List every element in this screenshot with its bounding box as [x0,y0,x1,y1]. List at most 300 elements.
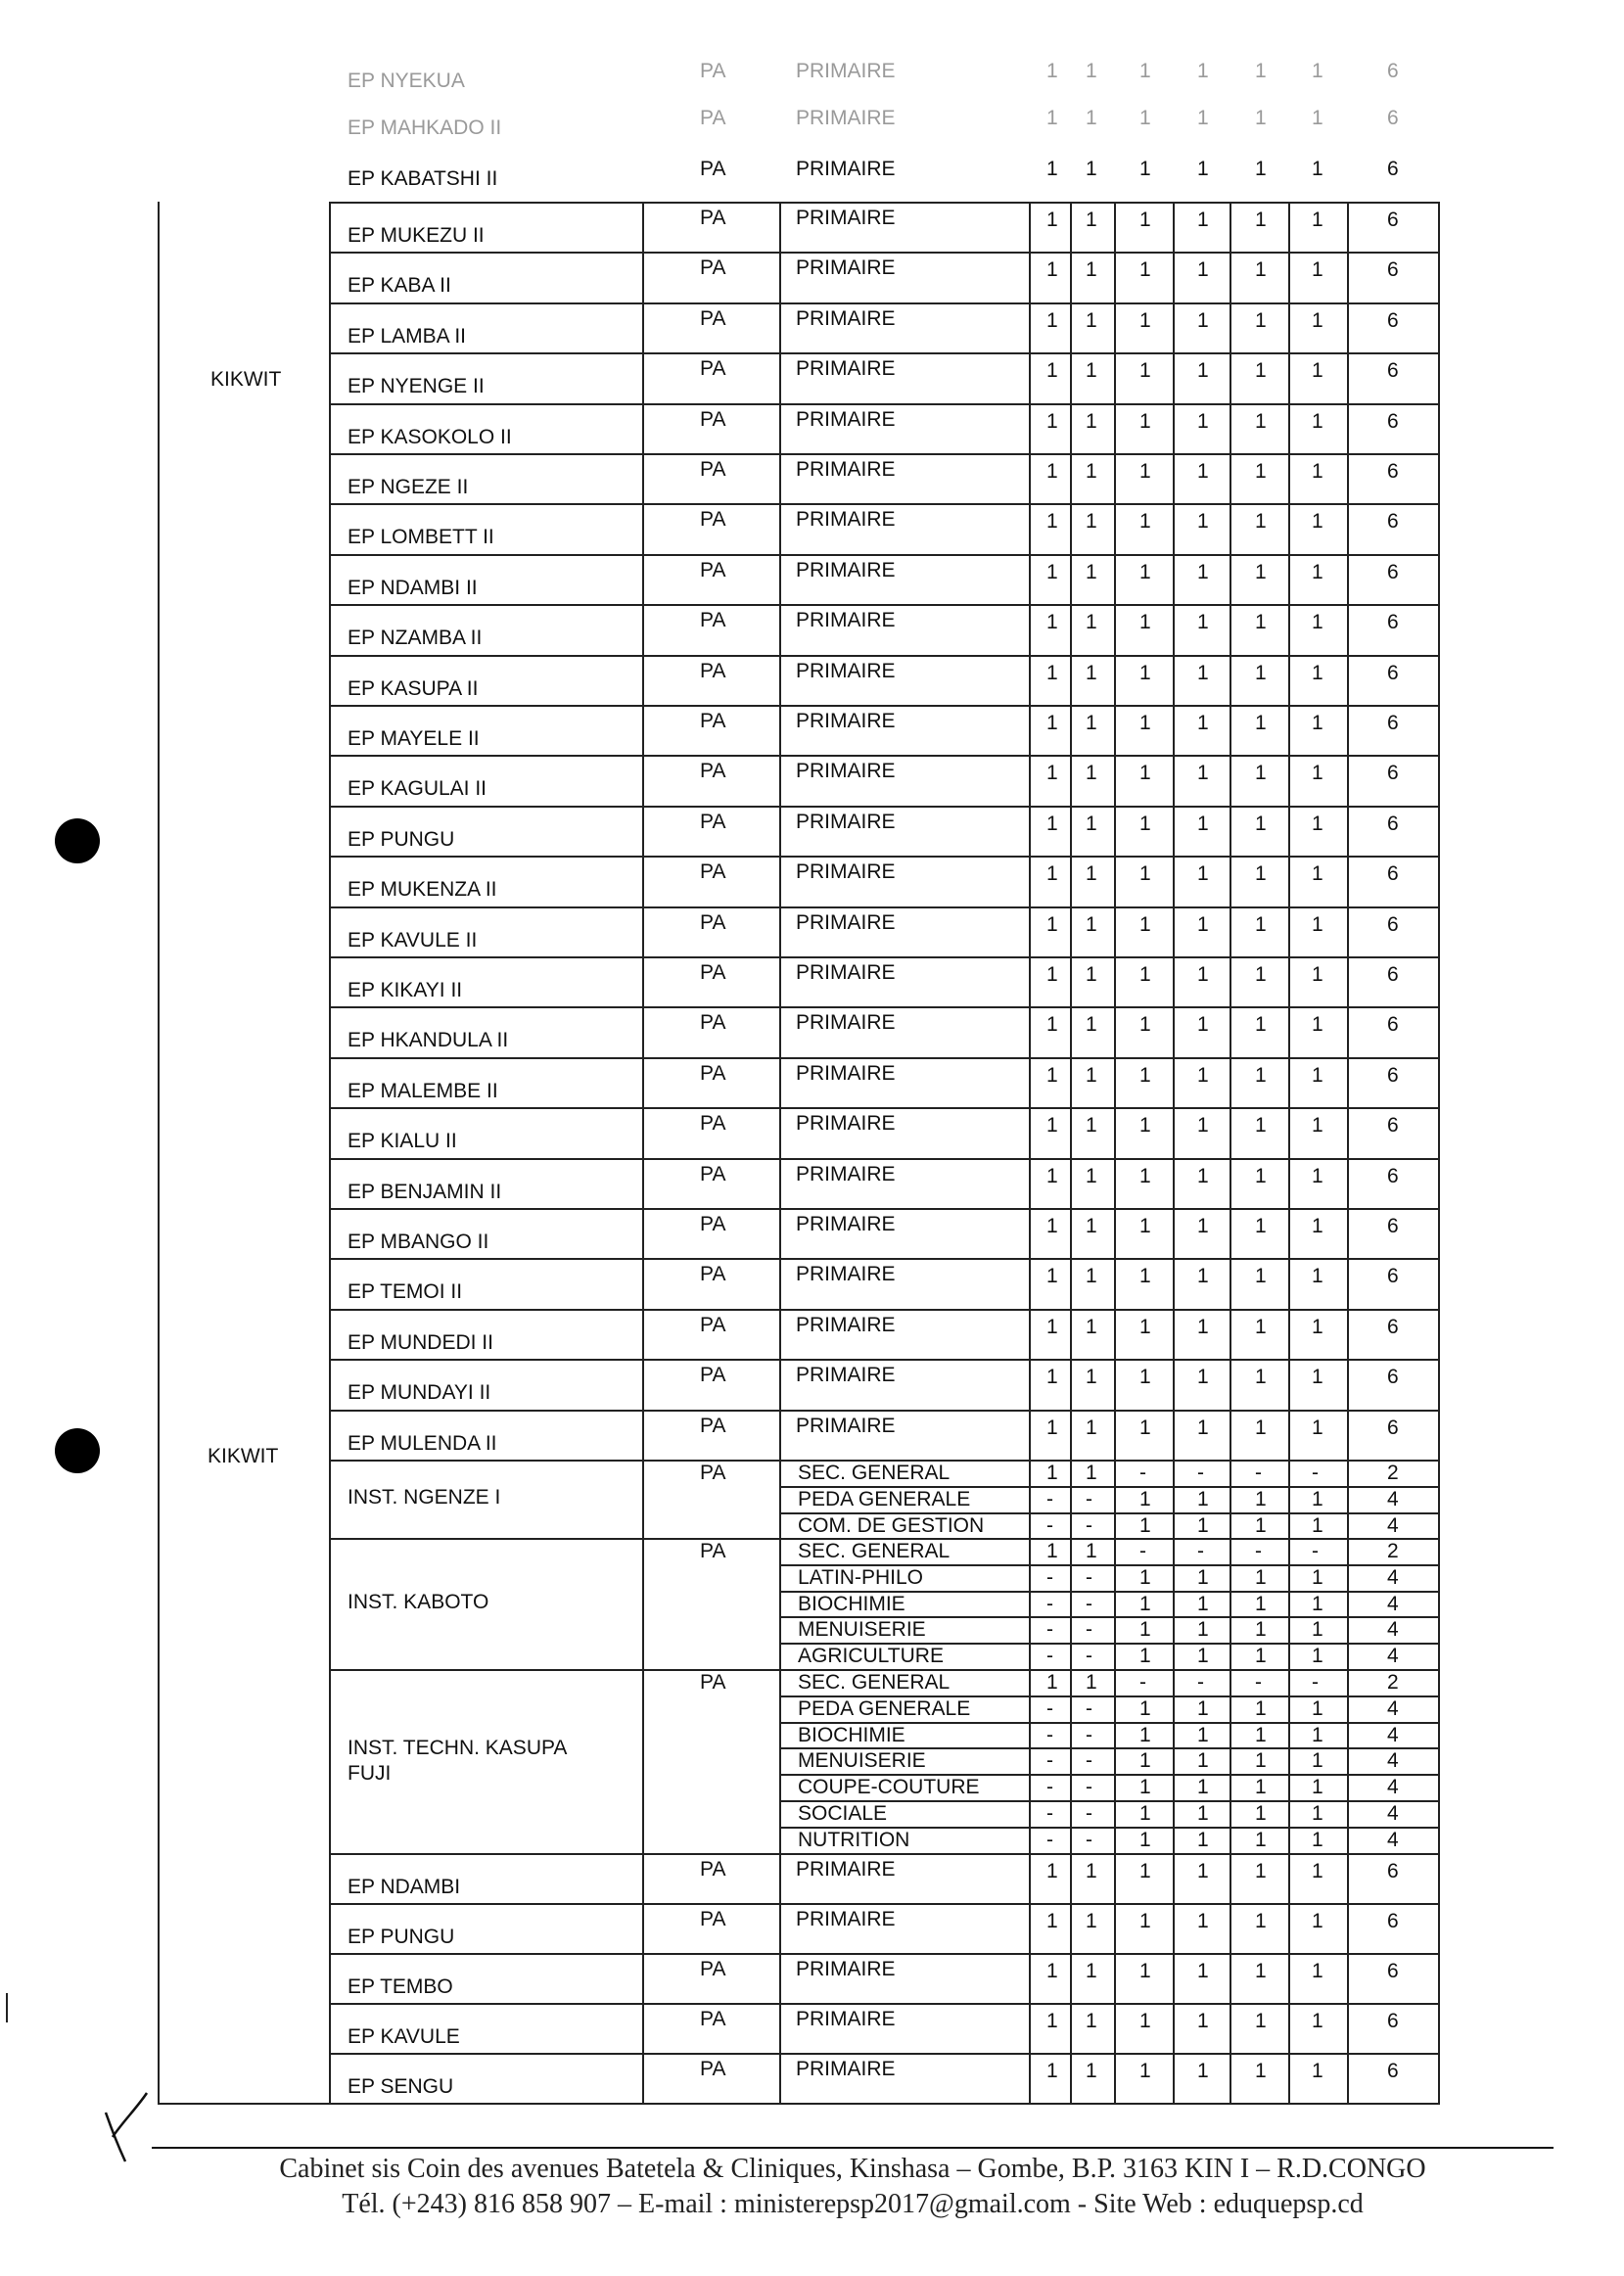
regime-code: PA [700,307,726,330]
class-count: 1 [1139,963,1151,986]
class-count: 1 [1312,359,1323,382]
row-divider [329,302,1438,304]
class-count: 1 [1086,2060,1097,2082]
class-count: 1 [1046,1165,1058,1187]
section-name: PRIMAIRE [796,559,896,581]
faded-class-count: 1 [1255,60,1267,82]
section-name: PRIMAIRE [796,256,896,279]
class-count: 1 [1312,460,1323,483]
row-total: 2 [1387,1540,1399,1562]
class-count: - [1255,1671,1262,1694]
section-name: PRIMAIRE [796,508,896,531]
class-count: 1 [1046,1910,1058,1932]
class-count: - [1086,1593,1092,1615]
row-total: 6 [1387,1165,1399,1187]
row-total: 6 [1387,209,1399,231]
class-count: - [1197,1540,1204,1562]
class-count: 1 [1312,1860,1323,1882]
class-count: 1 [1255,2010,1267,2032]
class-count: 1 [1086,813,1097,835]
section-name: PRIMAIRE [796,860,896,883]
class-count: - [1086,1749,1092,1772]
class-count: 1 [1197,1697,1209,1720]
class-count: 1 [1197,1645,1209,1667]
class-count: 1 [1139,1514,1151,1537]
class-count: 1 [1086,1064,1097,1087]
class-count: - [1312,1540,1319,1562]
class-count: 1 [1312,1645,1323,1667]
class-count: 1 [1086,2010,1097,2032]
class-count: 1 [1046,2060,1058,2082]
class-count: - [1046,1749,1053,1772]
class-count: 1 [1139,862,1151,885]
row-total: 6 [1387,2010,1399,2032]
school-name: EP TEMOI II [348,1280,463,1303]
regime-code: PA [700,710,726,732]
class-count: 1 [1197,1114,1209,1137]
class-count: 1 [1312,1488,1323,1510]
school-name: EP HKANDULA II [348,1029,509,1051]
row-total: 2 [1387,1462,1399,1484]
row-total: 4 [1387,1697,1399,1720]
faded-class-count: 1 [1046,158,1058,180]
class-count: - [1046,1697,1053,1720]
class-count: 1 [1255,1829,1267,1851]
class-count: 1 [1197,913,1209,936]
class-count: 1 [1312,611,1323,633]
class-count: 1 [1139,662,1151,684]
row-total: 4 [1387,1776,1399,1798]
section-name: PRIMAIRE [796,911,896,934]
row-divider [329,1258,1438,1260]
class-count: 1 [1139,913,1151,936]
regime-code: PA [700,911,726,934]
row-divider [329,705,1438,707]
class-count: - [1312,1462,1319,1484]
class-count: 1 [1197,1265,1209,1287]
row-total: 2 [1387,1671,1399,1694]
class-count: - [1255,1462,1262,1484]
row-divider [329,453,1438,455]
row-total: 6 [1387,1860,1399,1882]
class-count: 1 [1255,1860,1267,1882]
class-count: - [1086,1802,1092,1825]
city-name: KIKWIT [210,368,282,391]
class-count: 1 [1197,762,1209,784]
class-count: 1 [1046,1417,1058,1439]
row-total: 6 [1387,762,1399,784]
class-count: 1 [1197,1802,1209,1825]
class-count: 1 [1197,561,1209,583]
footer-address: Cabinet sis Coin des avenues Batetela & Cliniques, Kinshasa – Gombe, B.P. 3163 KIN I – R.D.CONGO [279,2154,1426,2184]
column-divider [1173,202,1175,2105]
row-total: 6 [1387,510,1399,533]
class-count: 1 [1139,309,1151,332]
class-count: 1 [1046,1316,1058,1338]
row-divider [329,1359,1438,1361]
class-count: 1 [1197,1488,1209,1510]
regime-code: PA [700,1213,726,1235]
school-name: EP MULENDA II [348,1432,497,1455]
school-name: INST. KABOTO [348,1591,489,1613]
class-count: 1 [1197,1618,1209,1641]
class-count: 1 [1086,1960,1097,1982]
faded-class-count: 1 [1255,107,1267,129]
section-name: PRIMAIRE [796,2008,896,2030]
row-total: 6 [1387,662,1399,684]
class-count: 1 [1255,2060,1267,2082]
class-count: 1 [1086,963,1097,986]
class-count: 1 [1312,963,1323,986]
section-name: PRIMAIRE [796,1263,896,1285]
class-count: 1 [1139,762,1151,784]
class-count: - [1086,1645,1092,1667]
column-divider [1288,202,1290,2105]
regime-code: PA [700,1671,726,1694]
class-count: 1 [1255,1114,1267,1137]
row-divider [329,503,1438,505]
regime-code: PA [700,2058,726,2080]
class-count: 1 [1139,209,1151,231]
binder-hole-bottom [55,1428,100,1473]
faded-class-count: 1 [1197,107,1209,129]
class-count: 1 [1255,813,1267,835]
class-count: 1 [1046,561,1058,583]
class-count: - [1139,1671,1146,1694]
class-count: 1 [1312,1417,1323,1439]
class-count: 1 [1197,359,1209,382]
class-count: 1 [1139,1593,1151,1615]
column-divider [329,202,331,2105]
row-total: 6 [1387,1114,1399,1137]
section-name: PRIMAIRE [796,811,896,833]
regime-code: PA [700,1314,726,1336]
class-count: 1 [1255,963,1267,986]
regime-code: PA [700,811,726,833]
class-count: 1 [1139,1165,1151,1187]
class-count: 1 [1255,1514,1267,1537]
class-count: 1 [1139,2010,1151,2032]
regime-code: PA [700,508,726,531]
regime-code: PA [700,1462,726,1484]
school-name: EP KIKAYI II [348,979,463,1001]
class-count: - [1046,1488,1053,1510]
section-name: PRIMAIRE [796,2058,896,2080]
class-count: 1 [1139,1802,1151,1825]
city-name: KIKWIT [208,1445,279,1467]
class-count: 1 [1255,1488,1267,1510]
column-divider [1438,202,1440,2105]
row-total: 6 [1387,2060,1399,2082]
row-divider [329,1953,1438,1955]
class-count: 1 [1197,410,1209,433]
row-total: 6 [1387,309,1399,332]
class-count: 1 [1139,1910,1151,1932]
class-count: 1 [1197,2010,1209,2032]
faded-class-count: 1 [1312,60,1323,82]
class-count: 1 [1046,1114,1058,1137]
regime-code: PA [700,860,726,883]
school-name: EP KABA II [348,274,451,297]
class-count: 1 [1046,1064,1058,1087]
class-count: 1 [1086,1540,1097,1562]
class-count: 1 [1255,209,1267,231]
class-count: 1 [1139,1366,1151,1388]
class-count: 1 [1255,510,1267,533]
class-count: 1 [1255,1265,1267,1287]
class-count: 1 [1312,1724,1323,1746]
section-name: SOCIALE [798,1802,888,1825]
class-count: 1 [1086,762,1097,784]
class-count: 1 [1197,1724,1209,1746]
section-name: MENUISERIE [798,1749,926,1772]
faded-class-count: 1 [1086,158,1097,180]
section-name: PRIMAIRE [796,760,896,782]
class-count: 1 [1139,1697,1151,1720]
class-count: 1 [1312,2010,1323,2032]
faded-section: PRIMAIRE [796,60,896,82]
class-count: 1 [1255,1960,1267,1982]
class-count: 1 [1312,1316,1323,1338]
school-name: EP KAVULE [348,2025,460,2048]
faded-class-count: 1 [1255,158,1267,180]
class-count: 1 [1139,1488,1151,1510]
class-count: 1 [1312,712,1323,734]
regime-code: PA [700,1858,726,1881]
school-name: EP MUKENZA II [348,878,497,901]
class-count: 1 [1312,1265,1323,1287]
class-count: 1 [1197,1366,1209,1388]
class-count: 1 [1255,359,1267,382]
class-count: 1 [1046,1671,1058,1694]
class-count: 1 [1139,258,1151,281]
class-count: - [1086,1724,1092,1746]
class-count: 1 [1139,460,1151,483]
column-divider [1230,202,1231,2105]
class-count: 1 [1046,1013,1058,1036]
class-count: 1 [1197,510,1209,533]
section-name: PRIMAIRE [796,1908,896,1930]
class-count: 1 [1086,913,1097,936]
section-name: PRIMAIRE [796,1112,896,1135]
row-divider [329,604,1438,606]
row-total: 4 [1387,1749,1399,1772]
class-count: 1 [1046,913,1058,936]
section-name: PRIMAIRE [796,1314,896,1336]
class-count: 1 [1255,1724,1267,1746]
regime-code: PA [700,458,726,481]
section-name: PRIMAIRE [796,307,896,330]
class-count: 1 [1086,611,1097,633]
row-divider [329,252,1438,254]
regime-code: PA [700,1415,726,1437]
class-count: 1 [1046,1462,1058,1484]
regime-code: PA [700,961,726,984]
class-count: 1 [1312,662,1323,684]
class-count: 1 [1255,1165,1267,1187]
row-total: 4 [1387,1593,1399,1615]
row-total: 6 [1387,913,1399,936]
class-count: 1 [1255,460,1267,483]
regime-code: PA [700,760,726,782]
class-count: 1 [1197,813,1209,835]
section-name: PRIMAIRE [796,458,896,481]
class-count: 1 [1312,1566,1323,1589]
class-count: - [1046,1645,1053,1667]
school-name: EP NZAMBA II [348,627,483,649]
class-count: 1 [1255,1802,1267,1825]
class-count: 1 [1086,410,1097,433]
class-count: 1 [1139,1114,1151,1137]
class-count: 1 [1139,1064,1151,1087]
faded-section: PRIMAIRE [796,158,896,180]
class-count: 1 [1312,1910,1323,1932]
row-total: 4 [1387,1514,1399,1537]
class-count: 1 [1197,1776,1209,1798]
school-name: EP NGEZE II [348,476,469,498]
school-name: EP LAMBA II [348,325,467,348]
column-divider [1029,202,1031,2105]
faded-class-count: 1 [1139,60,1151,82]
class-count: 1 [1046,1860,1058,1882]
class-count: 1 [1312,762,1323,784]
row-divider [329,755,1438,757]
regime-code: PA [700,2008,726,2030]
row-total: 6 [1387,1064,1399,1087]
regime-code: PA [700,1908,726,1930]
section-name: PRIMAIRE [796,660,896,682]
class-count: 1 [1255,1697,1267,1720]
school-name: EP NDAMBI [348,1876,461,1898]
regime-code: PA [700,660,726,682]
class-count: 1 [1086,209,1097,231]
class-count: 1 [1086,1462,1097,1484]
class-count: 1 [1197,1593,1209,1615]
class-count: 1 [1139,1645,1151,1667]
class-count: 1 [1255,913,1267,936]
regime-code: PA [700,408,726,431]
school-name: EP KAVULE II [348,929,478,952]
class-count: 1 [1086,1165,1097,1187]
row-divider [329,554,1438,556]
class-count: 1 [1312,1114,1323,1137]
row-total: 6 [1387,1265,1399,1287]
row-divider [329,1903,1438,1905]
row-total: 6 [1387,712,1399,734]
section-name: PRIMAIRE [796,1163,896,1185]
school-name: EP NYENGE II [348,375,485,397]
section-name: SEC. GENERAL [798,1671,951,1694]
row-divider [329,806,1438,808]
class-count: 1 [1312,258,1323,281]
faded-total: 6 [1387,158,1399,180]
row-divider [329,1158,1438,1160]
school-name: EP KASOKOLO II [348,426,512,448]
column-divider [779,202,781,2105]
column-divider [1347,202,1349,2105]
faded-total: 6 [1387,60,1399,82]
class-count: 1 [1046,1366,1058,1388]
school-name: EP BENJAMIN II [348,1181,502,1203]
row-divider [329,352,1438,354]
faded-class-count: 1 [1086,60,1097,82]
table-bottom-border [158,2103,1438,2105]
class-count: 1 [1255,1013,1267,1036]
class-count: 1 [1139,1960,1151,1982]
class-count: 1 [1139,1749,1151,1772]
class-count: 1 [1312,1749,1323,1772]
faded-class-count: 1 [1139,158,1151,180]
class-count: 1 [1197,862,1209,885]
column-divider [1070,202,1072,2105]
class-count: 1 [1312,913,1323,936]
class-count: 1 [1086,712,1097,734]
regime-code: PA [700,256,726,279]
faded-regime: PA [700,60,726,82]
class-count: 1 [1139,611,1151,633]
class-count: 1 [1197,309,1209,332]
class-count: 1 [1139,1265,1151,1287]
class-count: 1 [1046,611,1058,633]
section-name: AGRICULTURE [798,1645,944,1667]
class-count: 1 [1046,862,1058,885]
class-count: 1 [1086,1215,1097,1237]
row-total: 6 [1387,359,1399,382]
class-count: 1 [1197,712,1209,734]
section-name: PRIMAIRE [796,1958,896,1980]
regime-code: PA [700,609,726,631]
school-name: EP KAGULAI II [348,777,487,800]
class-count: 1 [1139,1566,1151,1589]
section-name: PRIMAIRE [796,961,896,984]
faded-class-count: 1 [1046,107,1058,129]
class-count: 1 [1255,1316,1267,1338]
footer-contact: Tél. (+243) 816 858 907 – E-mail : ministerepsp2017@gmail.com - Site Web : eduquepsp.cd [342,2189,1364,2219]
row-total: 4 [1387,1724,1399,1746]
class-count: 1 [1255,762,1267,784]
row-total: 6 [1387,1910,1399,1932]
row-total: 6 [1387,611,1399,633]
row-divider [329,1107,1438,1109]
row-divider [329,202,1438,204]
regime-code: PA [700,1112,726,1135]
class-count: 1 [1255,1417,1267,1439]
class-count: 1 [1139,1215,1151,1237]
regime-code: PA [700,1163,726,1185]
school-name: EP MBANGO II [348,1231,489,1253]
class-count: 1 [1255,1749,1267,1772]
class-count: 1 [1255,862,1267,885]
school-name: EP MUKEZU II [348,224,485,247]
row-divider [329,1309,1438,1311]
class-count: 1 [1086,1265,1097,1287]
class-count: 1 [1086,1366,1097,1388]
class-count: 1 [1312,1829,1323,1851]
class-count: 1 [1139,1316,1151,1338]
class-count: 1 [1046,2010,1058,2032]
row-divider [329,856,1438,858]
faded-class-count: 1 [1139,107,1151,129]
section-name: PRIMAIRE [796,207,896,229]
class-count: 1 [1046,1540,1058,1562]
class-count: 1 [1197,209,1209,231]
column-divider [642,202,644,2105]
class-count: 1 [1086,1316,1097,1338]
class-count: 1 [1086,1910,1097,1932]
section-name: PEDA GENERALE [798,1488,971,1510]
class-count: 1 [1312,561,1323,583]
class-count: 1 [1255,258,1267,281]
